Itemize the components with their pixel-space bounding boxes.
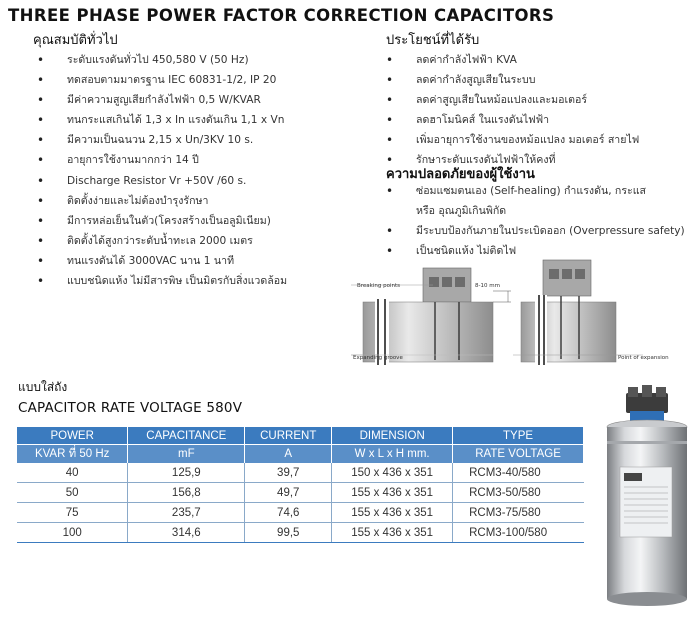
general-item: • มีค่าความสูญเสียกำลังไฟฟ้า 0,5 W/KVAR <box>33 90 287 110</box>
benefit-item: • ลดฮาโมนิคส์ ในแรงดันไฟฟ้า <box>382 110 639 130</box>
unit-power: KVAR ที่ 50 Hz <box>17 445 128 464</box>
cell-power: 75 <box>17 503 128 523</box>
header-power: POWER <box>17 427 128 445</box>
header-capacitance: CAPACITANCE <box>128 427 245 445</box>
spec-table <box>17 427 584 543</box>
table-unit-row <box>17 445 584 464</box>
general-item: • ทนแรงดันได้ 3000VAC นาน 1 นาที <box>33 251 287 271</box>
general-item: • ทดสอบตามมาตรฐาน IEC 60831-1/2, IP 20 <box>33 70 287 90</box>
table-row <box>17 463 584 483</box>
cell-dimension: 155 x 436 x 351 <box>332 523 453 543</box>
benefit-item: • ลดค่ากำลังไฟฟ้า KVA <box>382 50 639 70</box>
cell-current: 49,7 <box>245 483 332 503</box>
benefit-item: • ลดค่าสูญเสียในหม้อแปลงและมอเตอร์ <box>382 90 639 110</box>
safety-item: • มีระบบป้องกันภายในประเบิดออก (Overpressure safety) <box>382 221 685 241</box>
safety-item: • ซ่อมแซมตนเอง (Self-healing) กำแรงดัน, กระแส <box>382 181 685 201</box>
unit-type: RATE VOLTAGE <box>453 445 584 464</box>
breaking-points-label: Breaking points <box>357 283 400 289</box>
general-item: • มีความเป็นฉนวน 2,15 x Un/3KV 10 s. <box>33 130 287 150</box>
cell-capacitance: 156,8 <box>128 483 245 503</box>
benefit-item: • รักษาระดับแรงดันไฟฟ้าให้คงที่ <box>382 150 639 170</box>
table-row <box>17 523 584 543</box>
general-item: • ระดับแรงดันทั่วไป 450,580 V (50 Hz) <box>33 50 287 70</box>
benefits-list <box>382 50 639 171</box>
general-heading: คุณสมบัติทั่วไป <box>33 33 118 48</box>
mounting-type-label: แบบใส่ถัง <box>18 380 68 394</box>
table-header-row <box>17 427 584 445</box>
general-item: • อายุการใช้งานมากกว่า 14 ปี <box>33 150 287 170</box>
capacitor-product-image <box>598 383 696 609</box>
cell-power: 50 <box>17 483 128 503</box>
general-item: • แบบชนิดแห้ง ไม่มีสารพิษ เป็นมิตรกับสิ่งแวดล้อม <box>33 271 287 291</box>
dimension-label: 8-10 mm <box>475 283 500 289</box>
unit-capacitance: mF <box>128 445 245 464</box>
expanding-groove-label: Expanding groove <box>353 355 403 361</box>
general-item: • มีการหล่อเย็นในตัว(โครงสร้างเป็นอลูมิเนียม) <box>33 211 287 231</box>
table-row <box>17 483 584 503</box>
header-dimension: DIMENSION <box>332 427 453 445</box>
point-of-expansion-label: Point of expansion <box>618 355 669 361</box>
unit-current: A <box>245 445 332 464</box>
cell-dimension: 155 x 436 x 351 <box>332 483 453 503</box>
cell-capacitance: 235,7 <box>128 503 245 523</box>
cell-type: RCM3-75/580 <box>453 503 584 523</box>
safety-item: • เป็นชนิดแห้ง ไม่ติดไฟ <box>382 241 685 261</box>
safety-list <box>382 181 685 261</box>
capacitor-expanded-illustration <box>513 260 643 365</box>
cell-capacitance: 125,9 <box>128 463 245 483</box>
safety-item: หรือ อุณภูมิเกินพิกัด <box>416 205 507 218</box>
unit-dimension: W x L x H mm. <box>332 445 453 464</box>
general-item: • ทนกระแสเกินได้ 1,3 x In แรงดันเกิน 1,1 x Vn <box>33 110 287 130</box>
cell-power: 100 <box>17 523 128 543</box>
page-title: THREE PHASE POWER FACTOR CORRECTION CAPACITORS <box>8 6 555 25</box>
header-type: TYPE <box>453 427 584 445</box>
general-list <box>33 50 287 291</box>
cell-type: RCM3-40/580 <box>453 463 584 483</box>
cell-power: 40 <box>17 463 128 483</box>
general-item: • Discharge Resistor Vr +50V /60 s. <box>33 171 287 191</box>
benefits-heading: ประโยชน์ที่ได้รับ <box>386 33 480 48</box>
benefit-item: • เพิ่มอายุการใช้งานของหม้อแปลง มอเตอร์ สายไฟ <box>382 130 639 150</box>
benefit-item: • ลดค่ากำลังสูญเสียในระบบ <box>382 70 639 90</box>
cell-type: RCM3-100/580 <box>453 523 584 543</box>
general-item: • ติดตั้งง่ายและไม่ต้องบำรุงรักษา <box>33 191 287 211</box>
header-current: CURRENT <box>245 427 332 445</box>
cell-current: 39,7 <box>245 463 332 483</box>
cell-dimension: 155 x 436 x 351 <box>332 503 453 523</box>
cell-capacitance: 314,6 <box>128 523 245 543</box>
rate-voltage-label: CAPACITOR RATE VOLTAGE 580V <box>18 400 243 416</box>
overpressure-diagram <box>343 255 695 370</box>
cell-current: 74,6 <box>245 503 332 523</box>
safety-heading: ความปลอดภัยของผู้ใช้งาน <box>386 167 535 182</box>
cell-current: 99,5 <box>245 523 332 543</box>
table-row <box>17 503 584 523</box>
cell-dimension: 150 x 436 x 351 <box>332 463 453 483</box>
general-item: • ติดตั้งได้สูงกว่าระดับน้ำทะเล 2000 เมตร <box>33 231 287 251</box>
cell-type: RCM3-50/580 <box>453 483 584 503</box>
